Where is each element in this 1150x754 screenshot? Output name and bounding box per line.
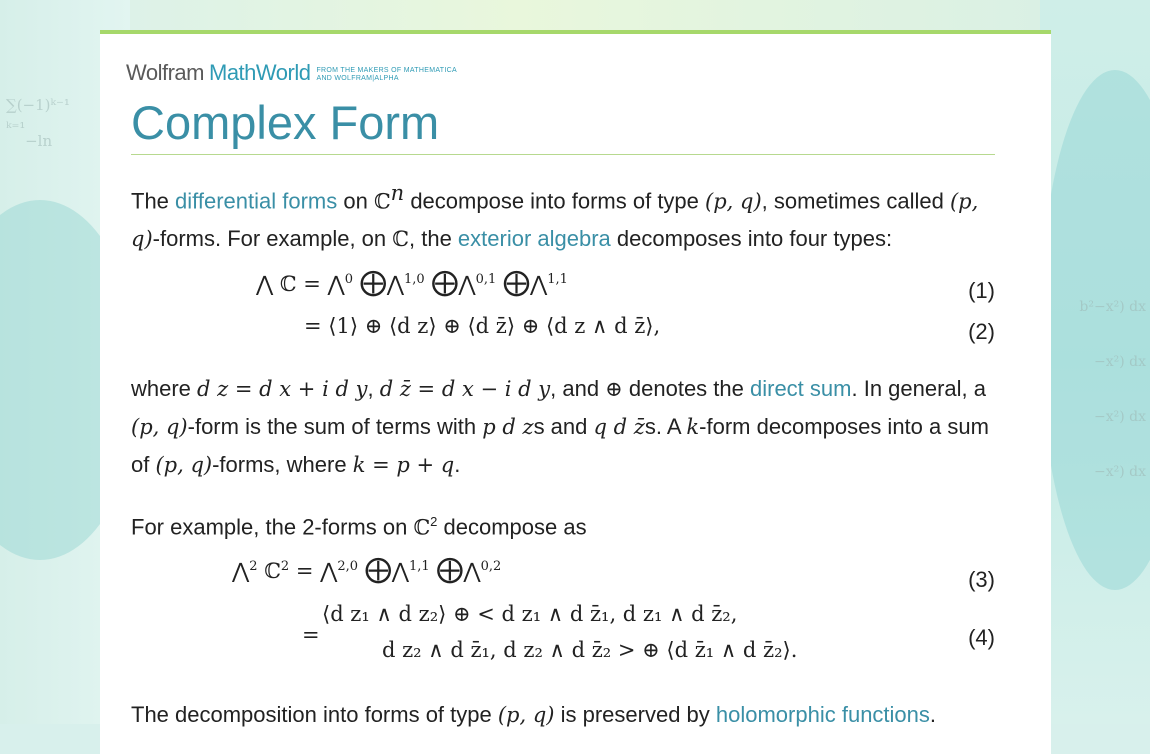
background-math-left: ∑(−1)ᵏ⁻¹ ₖ₌₁ −ln xyxy=(6,96,70,150)
equation-number-2: (2) xyxy=(968,319,995,344)
equation-3: ⋀$^2$ ℂ$^2$ = ⋀$^{2,0}$ ⨁⋀$^{1,1}$ ⨁⋀$^{0,2}$ xyxy=(232,554,502,585)
link-differential-forms[interactable]: differential forms xyxy=(175,188,338,214)
link-direct-sum[interactable]: direct sum xyxy=(750,376,852,401)
equation-1: ⋀ ℂ = ⋀$^0$ ⨁⋀$^{1,0}$ ⨁⋀$^{0,1}$ ⨁⋀$^{1,1}$ xyxy=(256,267,568,298)
equation-2: = ⟨1⟩ ⊕ ⟨d z⟩ ⊕ ⟨d z̄⟩ ⊕ ⟨d z ∧ d z̄⟩, xyxy=(304,314,661,338)
equation-number-3: (3) xyxy=(968,567,995,592)
title-divider xyxy=(131,154,995,155)
paragraph-definition: where d z = d x + i d y, d z̄ = d x − i d y, and ⊕ denotes the direct sum. In general, a (p, q)-form is the sum of terms with p d zs and q d z̄s. A k-form decomposes into a sum of (p, q)-forms, where k = p + q. xyxy=(131,376,989,477)
article-card xyxy=(100,30,1051,754)
paragraph-holomorphic: The decomposition into forms of type (p, q) is preserved by holomorphic functions. xyxy=(131,702,937,727)
equation-4-equals: = xyxy=(302,623,320,647)
brand-wolfram: Wolfram xyxy=(126,60,204,85)
equation-number-4: (4) xyxy=(968,625,995,650)
link-holomorphic-functions[interactable]: holomorphic functions xyxy=(715,702,930,727)
equation-number-1: (1) xyxy=(968,278,995,303)
background-math-right: b²−x²) dx −x²) dx −x²) dx −x²) dx xyxy=(1079,299,1146,480)
page-title: Complex Form xyxy=(131,96,440,149)
paragraph-intro: The differential forms on ℂ$^n$ decompose into forms of type (p, q), sometimes called (p, q)-forms. For example, on ℂ, the exterior algebra decomposes into four types: xyxy=(131,181,979,252)
brand-tagline: FROM THE MAKERS OF MATHEMATICA AND WOLFRAM|ALPHA xyxy=(316,67,457,82)
brand-mathworld: MathWorld xyxy=(209,60,311,85)
link-exterior-algebra[interactable]: exterior algebra xyxy=(457,226,611,252)
equation-4-line-1: ⟨d z₁ ∧ d z₂⟩ ⊕ < d z₁ ∧ d z̄₁, d z₁ ∧ d z̄₂, xyxy=(322,602,738,626)
mathworld-logo[interactable] xyxy=(126,62,457,86)
equation-4-line-2: d z₂ ∧ d z̄₁, d z₂ ∧ d z̄₂ > ⊕ ⟨d z̄₁ ∧ d z̄₂⟩. xyxy=(382,638,798,662)
paragraph-example: For example, the 2-forms on ℂ$^2$ decompose as xyxy=(131,514,587,540)
